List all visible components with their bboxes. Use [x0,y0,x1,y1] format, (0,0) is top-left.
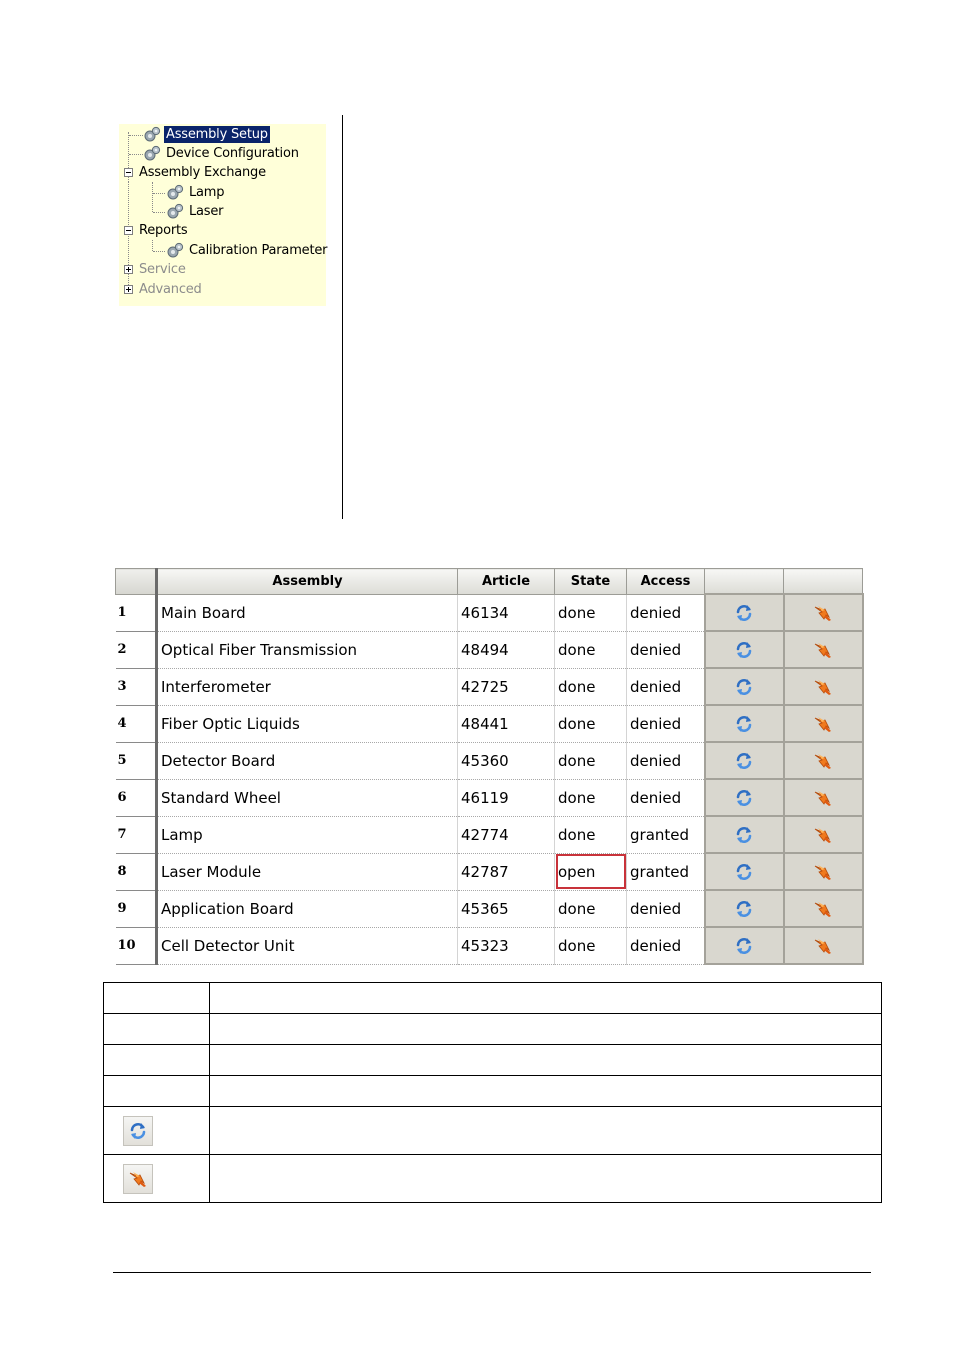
table-row[interactable] [116,853,863,890]
tree-item-device-configuration[interactable] [143,144,301,163]
table-row[interactable] [116,705,863,742]
gear-icon [166,203,184,220]
assembly-cell: Detector Board [157,742,458,779]
refresh-icon [706,677,783,697]
refresh-icon [706,825,783,845]
refresh-button[interactable] [705,890,784,927]
exchange-button[interactable] [784,890,863,927]
legend-description-cell [210,983,882,1014]
tree-item-lamp[interactable] [166,183,226,202]
exchange-button[interactable] [784,668,863,705]
article-cell: 45360 [458,742,555,779]
assembly-cell: Interferometer [157,668,458,705]
gear-icon [143,126,161,143]
tree-item-label: Device Configuration [166,146,299,161]
refresh-button[interactable] [705,668,784,705]
article-cell: 45323 [458,927,555,964]
table-row[interactable] [116,631,863,668]
vertical-divider [342,115,343,519]
refresh-button[interactable] [705,816,784,853]
exchange-button[interactable] [784,631,863,668]
column-header-number [116,569,157,595]
state-cell: done [555,927,627,964]
access-cell: denied [627,927,705,964]
table-header-row [116,569,863,595]
table-row[interactable] [116,927,863,964]
legend-term-cell [104,1014,210,1045]
legend-term-cell [104,1076,210,1107]
refresh-icon [706,640,783,660]
refresh-button[interactable] [705,594,784,631]
state-cell: done [555,890,627,927]
tree-item-reports[interactable] [124,221,189,240]
gear-icon [166,242,184,259]
assembly-cell: Laser Module [157,853,458,890]
state-cell: done [555,816,627,853]
legend-row [104,1014,882,1045]
exchange-icon [785,640,862,660]
legend-term-cell [104,1155,210,1203]
legend-description-cell [210,1155,882,1203]
row-number: 1 [116,594,157,631]
refresh-icon [706,751,783,771]
exchange-icon [785,862,862,882]
tree-item-calibration-parameter[interactable] [166,241,329,260]
tree-item-assembly-exchange[interactable] [124,163,268,182]
row-number: 7 [116,816,157,853]
tree-item-assembly-setup[interactable] [143,125,270,144]
legend-row [104,1045,882,1076]
refresh-icon [706,788,783,808]
assembly-table [115,568,864,965]
exchange-icon [785,714,862,734]
tree-item-service[interactable] [124,260,188,279]
exchange-button[interactable] [784,816,863,853]
access-cell: denied [627,594,705,631]
assembly-cell: Standard Wheel [157,779,458,816]
state-cell: done [555,631,627,668]
tree-item-laser[interactable] [166,202,225,221]
legend-description-cell [210,1014,882,1045]
assembly-cell: Main Board [157,594,458,631]
article-cell: 42787 [458,853,555,890]
exchange-icon [785,899,862,919]
tree-item-label: Assembly Exchange [139,165,266,180]
refresh-button[interactable] [705,705,784,742]
row-number: 9 [116,890,157,927]
refresh-icon [123,1116,153,1146]
table-row[interactable] [116,779,863,816]
exchange-button[interactable] [784,779,863,816]
refresh-icon [706,936,783,956]
refresh-button[interactable] [705,631,784,668]
article-cell: 42774 [458,816,555,853]
state-cell: done [555,594,627,631]
column-header-assembly[interactable]: Assembly [157,569,458,595]
exchange-icon [785,603,862,623]
refresh-icon [706,714,783,734]
legend-term-cell [104,983,210,1014]
legend-description-cell [210,1045,882,1076]
refresh-icon [706,862,783,882]
tree-item-label: Assembly Setup [166,127,268,142]
legend-description-cell [210,1107,882,1155]
article-cell: 46134 [458,594,555,631]
assembly-cell: Application Board [157,890,458,927]
table-row[interactable] [116,742,863,779]
legend-term-cell [104,1045,210,1076]
assembly-cell: Cell Detector Unit [157,927,458,964]
state-cell: done [555,668,627,705]
column-header-action-1 [705,569,784,595]
access-cell: denied [627,631,705,668]
state-cell: done [555,705,627,742]
row-number: 8 [116,853,157,890]
state-cell: done [555,779,627,816]
gear-icon [166,184,184,201]
tree-item-label: Calibration Parameter [189,243,328,258]
row-number: 10 [116,927,157,964]
legend-row [104,1107,882,1155]
table-row[interactable] [116,668,863,705]
table-row[interactable] [116,594,863,631]
legend-row [104,983,882,1014]
tree-item-advanced[interactable] [124,280,204,299]
access-cell: denied [627,779,705,816]
row-number: 3 [116,668,157,705]
collapse-toggle-icon[interactable] [124,226,133,235]
column-header-access[interactable]: Access [627,569,705,595]
legend-row [104,1155,882,1203]
exchange-icon [785,825,862,845]
expand-toggle-icon[interactable] [124,285,133,294]
article-cell: 46119 [458,779,555,816]
refresh-icon [706,899,783,919]
legend-row [104,1076,882,1107]
article-cell: 42725 [458,668,555,705]
tree-item-label: Advanced [139,282,202,297]
row-number: 6 [116,779,157,816]
exchange-icon [785,936,862,956]
tree-item-label: Lamp [189,185,225,200]
assembly-cell: Fiber Optic Liquids [157,705,458,742]
column-header-action-2 [784,569,863,595]
access-cell: denied [627,890,705,927]
access-cell: granted [627,816,705,853]
refresh-button[interactable] [705,742,784,779]
article-cell: 45365 [458,890,555,927]
access-cell: denied [627,705,705,742]
state-cell: open [555,853,627,890]
exchange-icon [785,788,862,808]
exchange-button[interactable] [784,705,863,742]
legend-description-cell [210,1076,882,1107]
column-header-state[interactable]: State [555,569,627,595]
expand-toggle-icon[interactable] [124,265,133,274]
exchange-icon [123,1164,153,1194]
column-header-article[interactable]: Article [458,569,555,595]
exchange-icon [785,677,862,697]
access-cell: granted [627,853,705,890]
exchange-button[interactable] [784,594,863,631]
access-cell: denied [627,742,705,779]
table-row[interactable] [116,890,863,927]
access-cell: denied [627,668,705,705]
collapse-toggle-icon[interactable] [124,168,133,177]
tree-item-label: Reports [139,223,188,238]
refresh-button[interactable] [705,853,784,890]
state-cell: done [555,742,627,779]
assembly-cell: Optical Fiber Transmission [157,631,458,668]
article-cell: 48494 [458,631,555,668]
refresh-icon [706,603,783,623]
row-number: 2 [116,631,157,668]
row-number: 4 [116,705,157,742]
row-number: 5 [116,742,157,779]
exchange-button[interactable] [784,853,863,890]
exchange-icon [785,751,862,771]
footer-rule [113,1272,871,1273]
navigation-tree [119,124,326,306]
exchange-button[interactable] [784,742,863,779]
tree-item-label: Laser [189,204,224,219]
refresh-button[interactable] [705,779,784,816]
assembly-cell: Lamp [157,816,458,853]
legend-table [103,982,882,1203]
table-row[interactable] [116,816,863,853]
article-cell: 48441 [458,705,555,742]
gear-icon [143,145,161,162]
legend-term-cell [104,1107,210,1155]
exchange-button[interactable] [784,927,863,964]
tree-item-label: Service [139,262,186,277]
refresh-button[interactable] [705,927,784,964]
